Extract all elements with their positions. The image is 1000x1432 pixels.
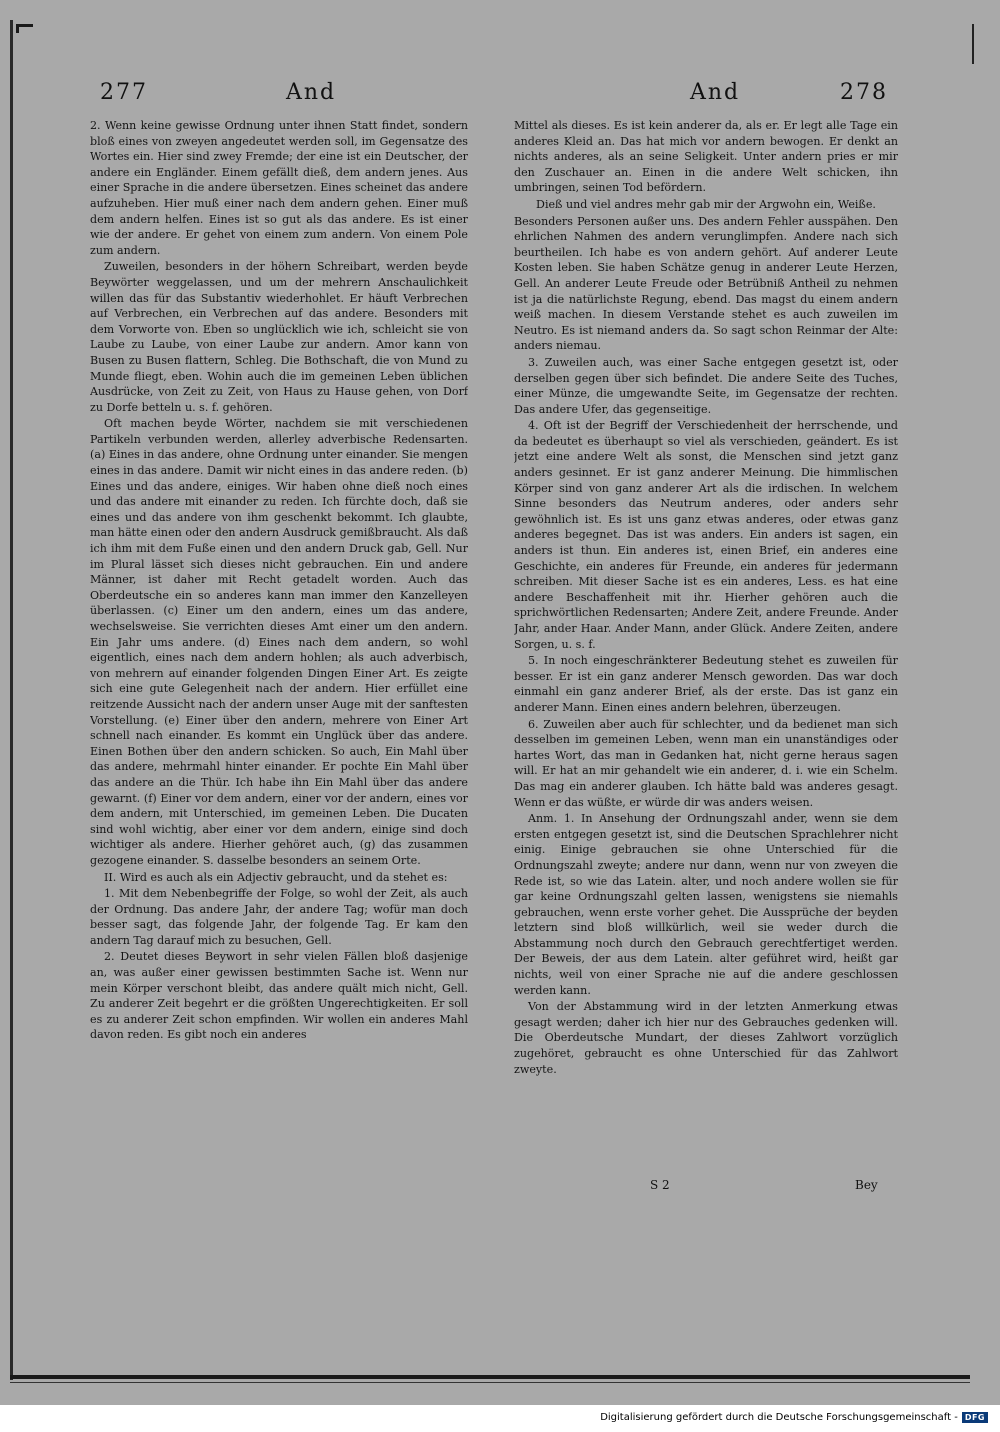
annotation: Anm. 1. In Ansehung der Ordnungszahl ander, wenn sie dem ersten entgegen gesetzt ist, sind die Deutschen Sprachlehrer nicht einig. Einige gebrauchen sie ohne Unterschied für die Ordnungszahl zweyte; andere nur dann, wenn nur von zweyen die Rede ist, so wie das Latein. alter, und noch andere wollen sie für gar keine Ordnungszahl gelten lassen, wenigstens sie niemahls gebrauchen, wenn erste vorher gehet. Die Aussprüche der beyden letztern sind bloß willkürlich, weil sie weder durch die Abstammung noch durch den Gebrauch gerechtfertiget werden. Der Beweis, der aus dem Latein. alter geführet wird, heißt gar nichts, weil von einer Sprache nie auf die andere geschlossen werden kann. bbox=[514, 812, 898, 997]
digitization-credit bbox=[600, 1412, 988, 1423]
paragraph: 1. Mit dem Nebenbegriffe der Folge, so wohl der Zeit, als auch der Ordnung. Das andere Jahr, der andere Tag; wofür man doch besser sagt, das folgende Jahr, der folgende Tag. Er kam den andern Tag darauf mich zu besuchen, Gell. bbox=[90, 887, 468, 947]
paragraph: Mittel als dieses. Es ist kein anderer da, als er. Er legt alle Tage ein anderes Kleid an. Das hat mich vor andern bewogen. Er denkt an nichts anderes, als an seine Seligkeit. Unter andern pries er mir den Zuschauer an. Einen in die andere Welt schicken, ihn umbringen, seinen Tod befördern. bbox=[514, 119, 898, 195]
paragraph: Besonders Personen außer uns. Des andern Fehler ausspähen. Den ehrlichen Nahmen des andern verunglimpfen. Andere nach sich beurtheilen. Ich habe es von andern gehört. Auf anderer Leute Kosten leben. Sie haben Schätze genug in anderer Leute Herzen, Gell. An anderer Leute Freude oder Betrübniß Antheil zu nehmen ist ja die natürlichste Regung, ebend. Das magst du einem andern weiß machen. In diesem Verstande stehet es auch zuweilen im Neutro. Es ist niemand anders da. So sagt schon Reinmar der Alte: anders niemau. bbox=[514, 214, 898, 353]
credit-text: Digitalisierung gefördert durch die Deutsche Forschungsgemeinschaft - bbox=[600, 1412, 958, 1423]
quotation: Dieß und viel andres mehr gab mir der Argwohn ein, Weiße. bbox=[536, 197, 876, 211]
bottom-border bbox=[10, 1375, 970, 1379]
page-edge-shadow bbox=[10, 20, 13, 1380]
right-headword: And bbox=[690, 80, 741, 105]
paragraph: Oft machen beyde Wörter, nachdem sie mit verschiedenen Partikeln verbunden werden, allerley adverbische Redensarten. (a) Eines in das andere, ohne Ordnung unter einander. Sie mengen eines in das andere. Damit wir nicht eines in das andere reden. (b) Eines und das andere, einiges. Wir haben ohne dieß noch eines und das andere mit einander zu reden. Ich fürchte doch, daß sie eines und das andere von ihm geschenkt bekommt. Ich glaubte, man hätte einen oder den andern Ausdruck gemißbraucht. Als daß ich ihm mit dem Fuße einen und den andern Druck gab, Gell. Nur im Plural lässet sich dieses nicht gebrauchen. Ein und andere Männer, ist daher mit Recht getadelt worden. Auch das Oberdeutsche ein so anderes kann man immer den Kanzelleyen überlassen. (c) Einer um den andern, eines um das andere, wechselsweise. Sie verrichten dieses Amt einer um den andern. Ein Jahr ums andere. (d) Eines nach dem andern, so wohl eigentlich, eines nach dem andern hohlen; als auch adverbisch, von mehrern auf einander folgenden Dingen Einer Art. Es zeigte sich eine gute Gelegenheit nach der andern. Hier erfüllet eine reitzende Aussicht nach der andern unser Auge mit der sanftesten Vorstellung. (e) Einer über den andern, mehrere von Einer Art schnell nach einander. Es kommt ein Unglück über das andere. Einen Bothen über den andern schicken. So auch, Ein Mahl über das andere, mehrmahl hinter einander. Er pochte Ein Mahl über das andere an die Thür. Ich habe ihn Ein Mahl über das andere gewarnt. (f) Einer vor dem andern, einer vor der andern, eines vor dem andern, mit Unterschied, im gemeinen Leben. Die Ducaten sind wohl wichtig, aber einer vor dem andern, einige sind doch wichtiger als andere. Hierher gehöret auch, (g) das zusammen gezogene einander. S. dasselbe besonders an seinem Orte. bbox=[90, 417, 468, 867]
paragraph: Von der Abstammung wird in der letzten Anmerkung etwas gesagt werden; daher ich hier nur des Gebrauches gedenken will. Die Oberdeutsche Mundart, der dieses Zahlwort vorzüglich zugehöret, gebraucht es ohne Unterschied für das Zahlwort zweyte. bbox=[514, 1000, 898, 1076]
catchword: Bey bbox=[855, 1178, 878, 1192]
paragraph: 4. Oft ist der Begriff der Verschiedenheit der herrschende, und da bedeutet es überhaupt so viel als verschieden, geändert. Es ist jetzt eine andere Welt als sonst, die Menschen sind jetzt ganz anders gesinnet. Er ist ganz anderer Meinung. Die himmlischen Körper sind von ganz anderer Art als die irdischen. In welchem Sinne besonders das Neutrum anderes, oder anders sehr gewöhnlich ist. Es ist uns ganz etwas anderes, oder etwas ganz anderes begegnet. Das ist was anders. Ein anders ist sagen, ein anders ist thun. Ein anderes ist, einen Brief, ein anderes eine Geschichte, ein anderes für Freunde, ein anderes für jedermann schreiben. Mit dieser Sache ist es ein anderes, Less. es hat eine andere Beschaffenheit mit ihr. Hierher gehören auch die sprichwörtlichen Redensarten; Andere Zeit, andere Freunde. Ander Jahr, ander Haar. Ander Mann, ander Glück. Andere Zeiten, andere Sorgen, u. s. f. bbox=[514, 419, 898, 651]
paragraph: 6. Zuweilen aber auch für schlechter, und da bedienet man sich desselben im gemeinen Leben, wenn man ein unanständiges oder hartes Wort, das man in Gedanken hat, nicht gerne heraus sagen will. Er hat an mir gehandelt wie ein anderer, d. i. wie ein Schelm. Das mag ein anderer glauben. Ich hätte bald was anderes gesagt. Wenn er das wüßte, er würde dir was anders weisen. bbox=[514, 717, 898, 809]
paragraph: II. Wird es auch als ein Adjectiv gebraucht, und da stehet es: bbox=[104, 870, 448, 884]
corner-mark-right bbox=[972, 24, 974, 64]
signature-mark: S 2 bbox=[650, 1178, 670, 1192]
left-page-number: 277 bbox=[100, 80, 148, 105]
left-headword: And bbox=[286, 80, 337, 105]
left-column bbox=[90, 118, 468, 1198]
dfg-logo: DFG bbox=[962, 1412, 988, 1423]
right-column bbox=[514, 118, 898, 1178]
paragraph: 3. Zuweilen auch, was einer Sache entgegen gesetzt ist, oder derselben gegen über sich befindet. Die andere Seite des Tuches, einer Münze, die umgewandte Seite, im Gegensatze der rechten. Das andere Ufer, das gegenseitige. bbox=[514, 355, 898, 416]
corner-mark bbox=[16, 24, 33, 33]
paragraph: 2. Deutet dieses Beywort in sehr vielen Fällen bloß dasjenige an, was außer einer gewissen bestimmten Sache ist. Wenn nur mein Körper verschont bleibt, das andere quält mich nicht, Gell. Zu anderer Zeit begehrt er die größten Ungerechtigkeiten. Er soll es zu anderer Zeit schon empfinden. Wir wollen ein anderes Mahl davon reden. Es gibt noch ein anderes bbox=[90, 950, 468, 1042]
right-page-number: 278 bbox=[840, 80, 888, 105]
bottom-border-thin bbox=[10, 1382, 970, 1383]
paragraph: Zuweilen, besonders in der höhern Schreibart, werden beyde Beywörter weggelassen, und um der mehrern Anschaulichkeit willen das für das Substantiv wiederhohlet. Er häuft Verbrechen auf Verbrechen, ein Verbrechen auf das andere. Besonders mit dem Vorworte von. Eben so unglücklich wie ich, schleicht sie von Laube zu Laube, von einer Laube zur andern. Amor kann von Busen zu Busen flattern, Schleg. Die Bothschaft, die von Mund zu Munde fliegt, eben. Wohin auch die im gemeinen Leben üblichen Ausdrücke, von Zeit zu Zeit, von Haus zu Hause gehen, von Dorf zu Dorfe betteln u. s. f. gehören. bbox=[90, 260, 468, 414]
paragraph: 5. In noch eingeschränkterer Bedeutung stehet es zuweilen für besser. Er ist ein ganz anderer Mensch geworden. Das war doch einmahl ein ganz anderer Brief, als der erste. Das ist ganz ein anderer Mann. Einen eines andern belehren, überzeugen. bbox=[514, 654, 898, 714]
paragraph: 2. Wenn keine gewisse Ordnung unter ihnen Statt findet, sondern bloß eines von zweyen angedeutet werden soll, im Gegensatze des Wortes ein. Hier sind zwey Fremde; der eine ist ein Deutscher, der andere ein Engländer. Einem gefällt dieß, dem andern jenes. Aus einer Sprache in die andere übersetzen. Eines scheinet das andere aufzuheben. Hier muß einer nach dem andern gehen. Einer muß dem andern helfen. Eines ist so gut als das andere. Es ist einer wie der andere. Er gehet von einem zum andern. Von einem Pole zum andern. bbox=[90, 119, 468, 257]
